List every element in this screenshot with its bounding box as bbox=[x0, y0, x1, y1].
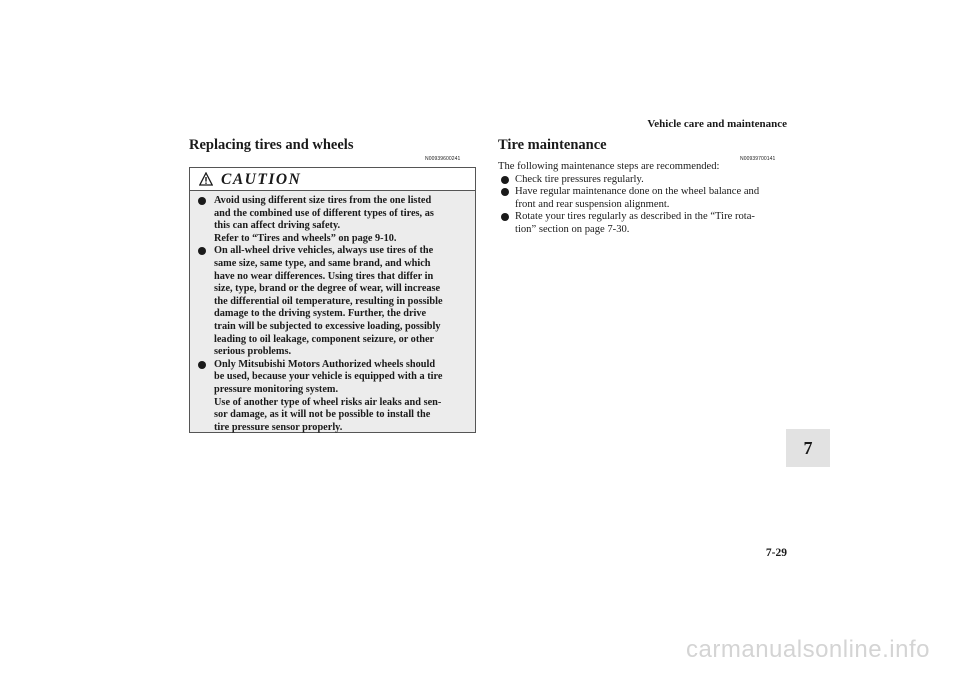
caution-line: train will be subjected to excessive loading, possibly bbox=[214, 320, 441, 332]
tire-maintenance-body bbox=[498, 161, 787, 237]
list-item bbox=[498, 211, 787, 236]
caution-item bbox=[198, 195, 469, 245]
caution-line: have no wear differences. Using tires that differ in bbox=[214, 270, 434, 282]
caution-line: pressure monitoring system. bbox=[214, 383, 339, 395]
list-item bbox=[498, 174, 787, 187]
page-number: 7-29 bbox=[765, 547, 787, 559]
caution-line: tire pressure sensor properly. bbox=[214, 421, 343, 433]
section-code: N00939600241 bbox=[425, 156, 461, 162]
bullet-icon bbox=[501, 174, 515, 187]
caution-line: and the combined use of different types of tires, as bbox=[214, 207, 434, 219]
caution-line: size, type, brand or the degree of wear, will increase bbox=[214, 283, 441, 295]
caution-line: damage to the driving system. Further, the drive bbox=[214, 308, 427, 320]
caution-item bbox=[198, 359, 469, 435]
bullet-icon bbox=[198, 195, 214, 245]
list-line: front and rear suspension alignment. bbox=[515, 198, 670, 210]
bullet-icon bbox=[198, 359, 214, 435]
list-line: Rotate your tires regularly as described in the “Tire rota- bbox=[515, 211, 755, 223]
caution-line: Use of another type of wheel risks air leaks and sen- bbox=[214, 396, 442, 408]
list-line: Check tire pressures regularly. bbox=[515, 173, 644, 185]
watermark: carmanualsonline.info bbox=[686, 636, 930, 663]
list-line: tion” section on page 7-30. bbox=[515, 223, 630, 235]
bullet-icon bbox=[198, 245, 214, 358]
caution-line: On all-wheel drive vehicles, always use tires of the bbox=[214, 245, 434, 257]
caution-line: be used, because your vehicle is equipped with a tire bbox=[214, 371, 443, 383]
caution-line: the differential oil temperature, resulting in possible bbox=[214, 295, 443, 307]
running-header: Vehicle care and maintenance bbox=[647, 118, 787, 130]
section-title-tire-maintenance: Tire maintenance bbox=[498, 137, 607, 153]
caution-line: Refer to “Tires and wheels” on page 9-10. bbox=[214, 232, 397, 244]
caution-line: Avoid using different size tires from the one listed bbox=[214, 195, 432, 206]
caution-line: leading to oil leakage, component seizure, or other bbox=[214, 333, 435, 345]
bullet-icon bbox=[501, 211, 515, 236]
chapter-tab: 7 bbox=[786, 429, 830, 467]
caution-body bbox=[190, 191, 475, 434]
caution-header bbox=[190, 168, 475, 191]
list-item bbox=[498, 186, 787, 211]
caution-line: serious problems. bbox=[214, 346, 292, 358]
caution-box bbox=[189, 167, 476, 433]
caution-line: Only Mitsubishi Motors Authorized wheels should bbox=[214, 358, 436, 370]
caution-item bbox=[198, 245, 469, 358]
section-title-replacing-tires: Replacing tires and wheels bbox=[189, 137, 354, 153]
list-line: Have regular maintenance done on the wheel balance and bbox=[515, 186, 760, 198]
bullet-icon bbox=[501, 186, 515, 211]
section-code: N00939700141 bbox=[740, 156, 776, 162]
caution-label: CAUTION bbox=[221, 171, 302, 188]
warning-triangle-icon bbox=[199, 172, 213, 186]
caution-line: same size, same type, and same brand, and which bbox=[214, 257, 431, 269]
caution-line: sor damage, as it will not be possible to install the bbox=[214, 409, 431, 421]
intro-text: The following maintenance steps are recommended: bbox=[498, 161, 720, 172]
caution-line: this can affect driving safety. bbox=[214, 220, 341, 232]
